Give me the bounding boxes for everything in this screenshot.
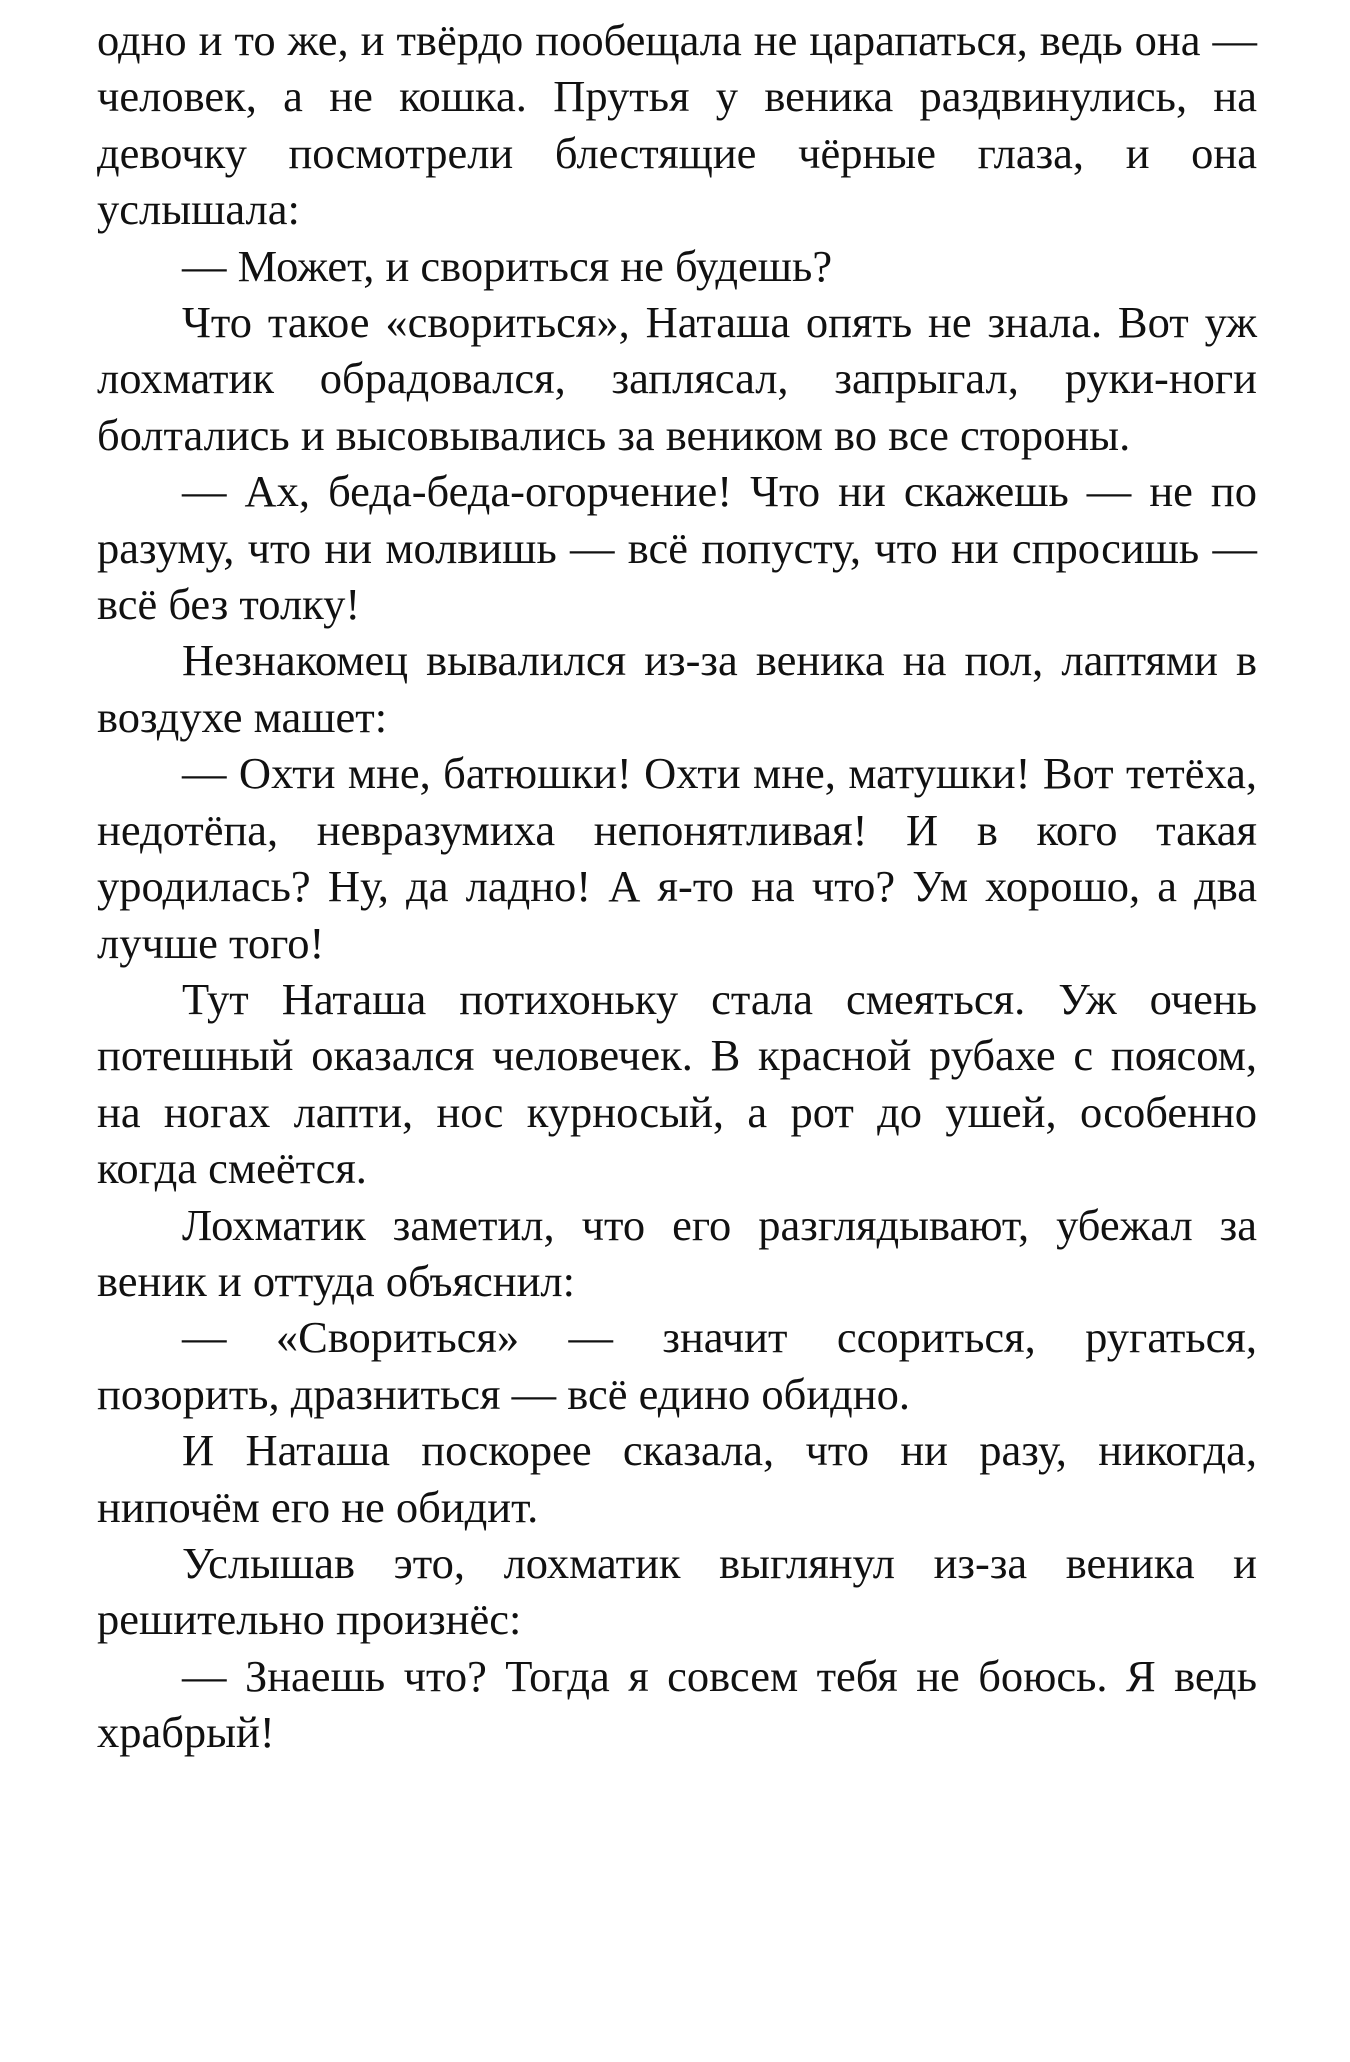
paragraph-dialogue: — Охти мне, батюшки! Охти мне, матушки! Вот тетёха, недотёпа, невразумиха непонятливая! И в кого такая уродилась? Ну, да ладно! А я-то на что? Ум хорошо, а два лучше того! <box>97 748 1257 968</box>
paragraph-dialogue: — «Свориться» — значит ссориться, ругаться, позорить, дразниться — всё едино обидно. <box>97 1312 1257 1419</box>
paragraph-narration: И Наташа поскорее сказала, что ни разу, никогда, нипочём его не обидит. <box>97 1425 1257 1532</box>
paragraph-narration: Лохматик заметил, что его разглядывают, убежал за веник и оттуда объяснил: <box>97 1199 1257 1306</box>
paragraph-narration: Тут Наташа потихоньку стала смеяться. Уж очень потешный оказался человечек. В красной рубахе с поясом, на ногах лапти, нос курносый, а рот до ушей, особенно когда смеётся. <box>97 973 1257 1194</box>
paragraph-narration: Что такое «свориться», Наташа опять не знала. Вот уж лохматик обрадовался, заплясал, запрыгал, руки-ноги болтались и высовывались за веником во все стороны. <box>97 297 1257 460</box>
paragraph-dialogue: — Знаешь что? Тогда я совсем тебя не боюсь. Я ведь храбрый! <box>97 1650 1257 1758</box>
paragraph-dialogue: — Может, и свориться не будешь? <box>182 240 833 291</box>
paragraph-continuation: одно и то же, и твёрдо пообещала не царапаться, ведь она — человек, а не кошка. Прутья у веника раздвинулись, на девочку посмотрели блестящие чёрные глаза, и она услышала: <box>97 15 1257 235</box>
paragraph-narration: Услышав это, лохматик выглянул из-за веника и решительно произнёс: <box>97 1537 1257 1645</box>
book-page <box>97 12 1257 1761</box>
paragraph-narration: Незнакомец вывалился из-за веника на пол, лаптями в воздухе машет: <box>97 635 1257 742</box>
paragraph-dialogue: — Ах, беда-беда-огорчение! Что ни скажешь — не по разуму, что ни молвишь — всё попусту, что ни спросишь — всё без толку! <box>97 466 1257 630</box>
